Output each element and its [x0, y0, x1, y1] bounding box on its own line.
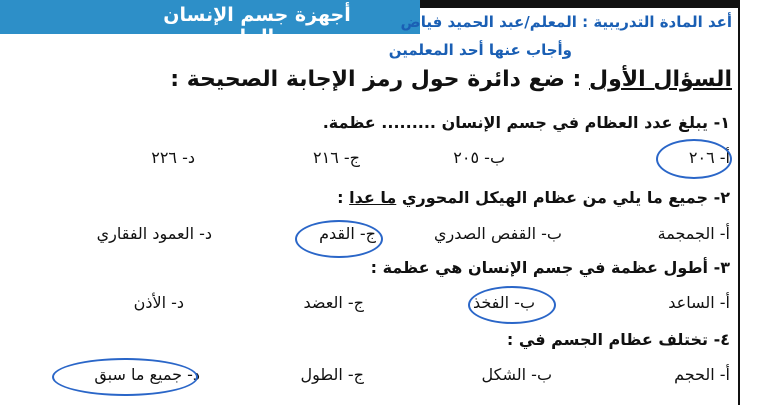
question-2-text-after: :	[337, 188, 344, 207]
q2-option-a: أ- الجمجمة	[657, 224, 730, 243]
section-heading	[170, 67, 732, 92]
q1-option-d: د- ٢٢٦	[151, 148, 195, 167]
q4-answer-circle	[52, 358, 198, 396]
q3-option-a: أ- الساعد	[668, 293, 730, 312]
q4-option-d: د- جميع ما سبق	[94, 365, 200, 384]
q4-option-b: ب- الشكل	[481, 365, 552, 384]
question-4-text: ٤- تختلف عظام الجسم في :	[506, 330, 730, 349]
q2-answer-circle	[295, 220, 383, 258]
q1-option-a: أ- ٢٠٦	[688, 148, 730, 167]
question-2-text	[337, 188, 730, 207]
q3-option-c: ج- العضد	[303, 293, 364, 312]
q1-option-c: ج- ٢١٦	[313, 148, 360, 167]
question-1-text: ١- يبلغ عدد العظام في جسم الإنسان ......... عظمة.	[322, 113, 730, 132]
q4-option-c: ج- الطول	[300, 365, 364, 384]
question-2-text-underlined: ما عدا	[349, 188, 397, 207]
question-2-text-before: ٢- جميع ما يلي من عظام الهيكل المحوري	[401, 188, 730, 207]
answered-by-line: وأجاب عنها أحد المعلمين	[388, 41, 572, 59]
question-3-text: ٣- أطول عظمة في جسم الإنسان هي عظمة :	[370, 258, 730, 277]
right-border	[738, 0, 740, 405]
q3-option-d: د- الأذن	[133, 293, 184, 312]
q1-answer-circle	[656, 139, 732, 179]
q2-option-d: د- العمود الفقاري	[96, 224, 212, 243]
q2-option-c: ج- القدم	[319, 224, 376, 243]
q4-option-a: أ- الحجم	[674, 365, 730, 384]
banner-title: أجهزة جسم الإنسان والجلد	[163, 4, 351, 48]
top-border	[420, 0, 738, 8]
q2-option-b: ب- القفص الصدري	[434, 224, 562, 243]
q3-option-b: ب- الفخذ	[472, 293, 535, 312]
section-title-rest: : ضع دائرة حول رمز الإجابة الصحيحة :	[170, 67, 582, 92]
section-title-underlined: السؤال الأول	[589, 67, 732, 92]
q1-option-b: ب- ٢٠٥	[453, 148, 505, 167]
prepared-by-line: أعد المادة التدريبية : المعلم/عبد الحميد فياض	[400, 13, 732, 31]
q3-answer-circle	[468, 286, 556, 324]
